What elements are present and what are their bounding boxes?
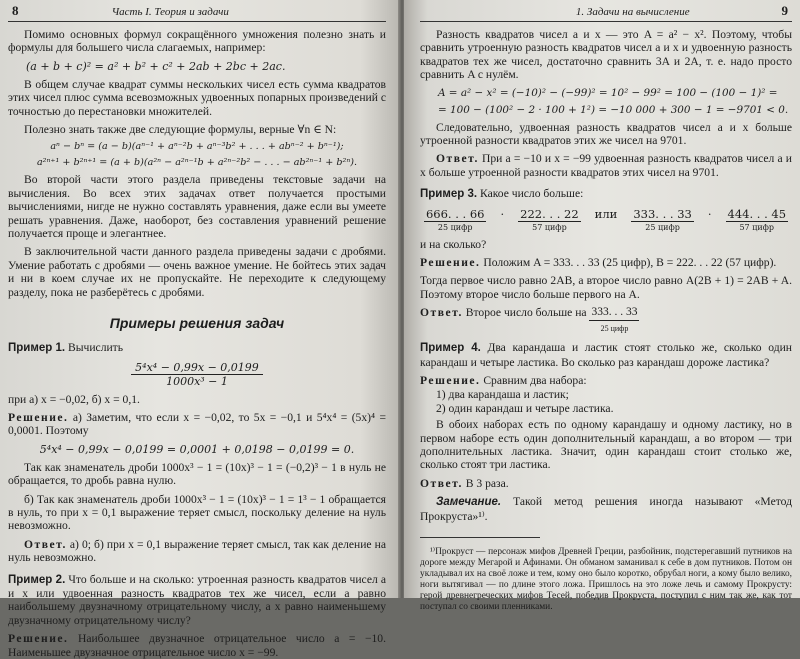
left-paragraph-4: Во второй части этого раздела приведены текстовые задачи на вычисления. Во всех этих задачах ответ получается простыми вычислениями, нигде не нужно составлять уравнения, даже если вы умеете решать уравнения. Даже, наоборот, без составления уравнений решение получается проще и элегантнее. <box>8 173 386 241</box>
example-1-conditions: при а) x = −0,02, б) x = 0,1. <box>8 392 140 406</box>
list-item: 1) два карандаша и ластик; <box>436 388 569 402</box>
example-3-numbers: 666. . . 66 25 цифр · 222. . . 22 57 цифр или 333. . . 33 25 цифр · 444. . . 45 57 цифр <box>425 206 787 232</box>
example-2-label: Пример 2. <box>8 573 66 586</box>
solution-label-3: Решение. <box>420 256 481 270</box>
answer-text-4: В 3 раза. <box>465 476 509 490</box>
solution-text-4: Сравним два набора: <box>483 373 587 387</box>
formula-difference-of-powers: aⁿ − bⁿ = (a − b)(aⁿ⁻¹ + aⁿ⁻²b + aⁿ⁻³b² + . . . + abⁿ⁻² + bⁿ⁻¹); <box>50 141 344 153</box>
formula-a-line-1: A = a² − x² = (−10)² − (−99)² = 10² − 99² = 100 − (100 − 1)² = <box>438 86 778 99</box>
left-page-number: 8 <box>12 3 19 18</box>
example-3-tail: и на сколько? <box>420 237 487 251</box>
fraction-denominator: 1000x³ − 1 <box>166 374 228 388</box>
solution-text-3b: Тогда первое число равно 2AB, а второе число равно A(2B + 1) = 2AB + A. Поэтому второе число больше первого на A. <box>420 274 792 301</box>
formula-a-line-2: = 100 − (100² − 2 · 100 + 1²) = −10 000 + 300 − 1 = −9701 < 0. <box>438 103 789 116</box>
example-1-text: Вычислить <box>67 341 124 355</box>
left-paragraph-1: Помимо основных формул сокращённого умножения полезно знать и формулы для большего числа слагаемых, например: <box>8 28 386 55</box>
left-paragraph-5: В заключительной части данного раздела приведены задачи с дробями. Умение работать с дробями — очень важное умение. Не бойтесь этих задач и ни в коем случае их не пропускайте. Не переходите к следующему разделу, пока не разберётесь с дробями. <box>8 245 386 299</box>
solution-label: Решение. <box>8 410 69 424</box>
example-1-answer <box>8 538 386 565</box>
right-page-number: 9 <box>781 3 788 18</box>
right-page <box>404 0 800 613</box>
example-4-statement <box>420 341 792 369</box>
example-2-text: Что больше и на сколько: утроенная разность квадратов чисел a и x или удвоенная разность квадратов тех же чисел, если a равно наибольшему двузначному отрицательному числу, а x равно наименьшему двузначному отрицательному числу? <box>8 572 387 627</box>
example-3-solution <box>420 256 792 269</box>
example-4-answer <box>420 477 792 490</box>
answer-label-2: Ответ. <box>436 152 479 166</box>
footnote: ¹⁾Прокруст — персонаж мифов Древней Греции, разбойник, подстерегавший путников на дороге между Мегарой и Афинами. Он обманом заманивал к себе в дом путников. Потом он укладывал их на своё ложе и тем, кому оно было коротко, обрубал ноги, а кому было велико, ноги вытягивал — по длине этого ложа. Пришлось на это ложе лечь и самому Прокрусту: герой древнегреческих мифов Тесей, победив Прокруста, поступил с ним так же, как тот поступал со своими пленниками. <box>420 547 792 613</box>
left-running-title: Часть I. Теория и задачи <box>111 6 229 18</box>
example-2-answer <box>420 152 792 179</box>
example-4-solution <box>420 374 792 387</box>
solution-text-3: Положим A = 333. . . 33 (25 цифр), B = 222. . . 22 (57 цифр). <box>483 256 777 270</box>
remark-text: Такой метод решения иногда называют «Метод Прокруста»¹⁾. <box>420 495 792 523</box>
number-444: 444. . . 45 57 цифр <box>727 206 787 232</box>
number-222: 222. . . 22 57 цифр <box>520 206 579 232</box>
example-1-label: Пример 1. <box>8 342 66 355</box>
solution-text-denominator: Так как знаменатель дроби 1000x³ − 1 = (10x)³ − 1 = (−0,2)³ − 1 в нуль не обращается, то дробь равна нулю. <box>8 460 386 488</box>
answer-text-3: Второе число больше на <box>465 306 587 320</box>
left-paragraph-3: Полезно знать также две следующие формулы, верные ∀n ∈ N: <box>24 123 337 137</box>
answer-text-2: При a = −10 и x = −99 удвоенная разность квадратов чисел a и x больше утроенной разности квадратов этих чисел на 9701. <box>420 152 792 179</box>
number-666: 666. . . 66 25 цифр <box>425 206 485 232</box>
example-3-label: Пример 3. <box>420 188 478 201</box>
solution-text-b: б) Так как знаменатель дроби 1000x³ − 1 = (10x)³ − 1 = 1³ − 1 обращается в нуль, то при x = 0,1 выражение теряет смысл, поскольку деление на нуль невозможно. <box>8 492 386 533</box>
footnote-rule <box>420 537 540 538</box>
example-4-label: Пример 4. <box>420 342 481 355</box>
answer-label-3: Ответ. <box>420 306 463 320</box>
solution-text-4b: В обоих наборах есть по одному карандашу и одному ластику, но в первом наборе есть один дополнительный карандаш, а во втором — три дополнительных ластика. Значит, один карандаш стоит столько же, сколько стоят три ластика. <box>420 418 792 472</box>
answer-number: 333. . . 33 25 цифр <box>591 306 638 333</box>
right-paragraph-2: Следовательно, удвоенная разность квадратов чисел a и x больше утроенной разности квадратов этих же чисел на 9701. <box>420 120 792 148</box>
right-running-title: 1. Задачи на вычисление <box>575 6 690 18</box>
solution-text-a: а) Заметим, что если x = −0,02, то 5x = −0,1 и 5⁴x⁴ = (5x)⁴ = 0,0001. Поэтому <box>8 410 386 438</box>
left-paragraph-2: В общем случае квадрат суммы нескольких чисел есть сумма квадратов этих чисел плюс сумма всевозможных удвоенных попарных произведений с точностью до перестановки множителей. <box>8 77 386 118</box>
remark-label: Замечание. <box>436 496 502 509</box>
right-running-head <box>420 0 792 22</box>
example-3-statement <box>420 187 792 201</box>
example-1-fraction <box>8 361 386 388</box>
example-3-text: Какое число больше: <box>479 187 584 201</box>
example-1-statement <box>8 341 386 355</box>
number-333: 333. . . 33 25 цифр <box>633 206 692 232</box>
formula-numerator-zero: 5⁴x⁴ − 0,99x − 0,0199 = 0,0001 + 0,0198 − 0,0199 = 0. <box>39 442 355 456</box>
formula-sum-of-odd-powers: a²ⁿ⁺¹ + b²ⁿ⁺¹ = (a + b)(a²ⁿ − a²ⁿ⁻¹b + a²ⁿ⁻²b² − . . . − ab²ⁿ⁻¹ + b²ⁿ). <box>36 157 358 169</box>
remark <box>420 495 792 523</box>
left-running-head <box>8 0 386 22</box>
formula-square-of-sum: (a + b + c)² = a² + b² + c² + 2ab + 2bc + 2ac. <box>26 59 286 73</box>
fraction-numerator: 5⁴x⁴ − 0,99x − 0,0199 <box>131 361 263 375</box>
right-paragraph-1: Разность квадратов чисел a и x — это A = a² − x². Поэтому, чтобы сравнить утроенную разность квадратов чисел a и x и удвоенную разность квадратов тех же чисел, достаточно сравнить 3A и 2A, т. е. надо просто сравнить A с нулём. <box>420 28 792 82</box>
solution-text-2: Наибольшее двузначное отрицательное число a = −10. Наименьшее двузначное отрицательное число x = −99. <box>8 632 386 659</box>
or-word: или <box>594 206 618 221</box>
example-2-solution <box>8 632 386 659</box>
example-3-answer <box>420 306 792 335</box>
answer-label: Ответ. <box>24 537 67 551</box>
answer-label-4: Ответ. <box>420 476 463 490</box>
list-item: 2) один карандаш и четыре ластика. <box>436 401 614 415</box>
example-4-text: Два карандаша и ластик стоят столько же, сколько один карандаш и четыре ластика. Во сколько раз карандаш дороже ластика? <box>420 341 793 369</box>
solution-label-2: Решение. <box>8 632 69 646</box>
solution-label-4: Решение. <box>420 373 481 387</box>
example-1-solution <box>8 411 386 438</box>
answer-text: а) 0; б) при x = 0,1 выражение теряет смысл, так как деление на нуль невозможно. <box>8 537 386 565</box>
section-title: Примеры решения задач <box>109 315 285 332</box>
example-2-statement <box>8 573 386 628</box>
